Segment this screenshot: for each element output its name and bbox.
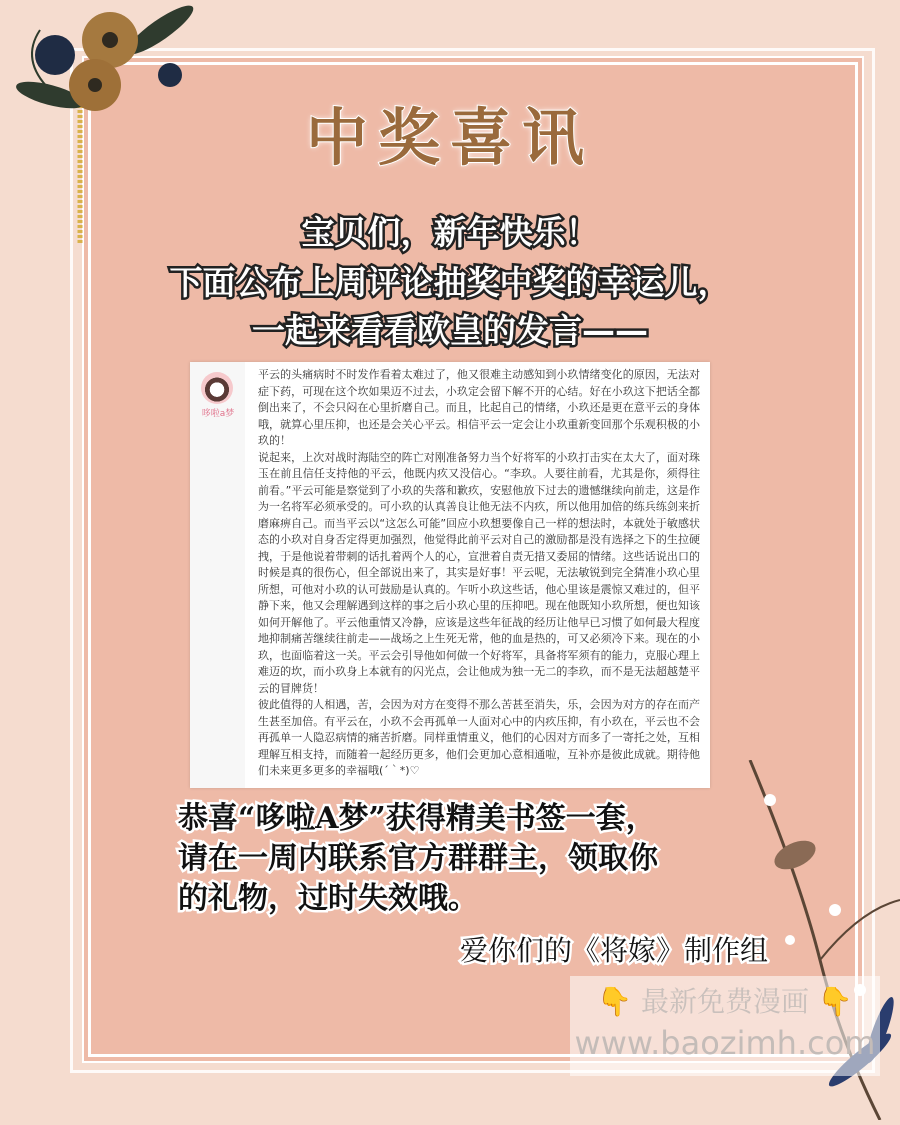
- watermark-line-1: [570, 982, 880, 1022]
- comment-paragraph: 平云的头痛病时不时发作看着太难过了，他又很难主动感知到小玖情绪变化的原因，无法对症下药，可现在这个坎如果迈不过去，小玖定会留下解不开的心结。好在小玖这下把话全都倒出来了，不会只闷在心里折磨自己。而且，比起自己的情绪，小玖还是更在意平云的身体哦，就算心里压抑，也还是会关心平云。相信平云一定会让小玖重新变回那个乐观积极的小玖的！: [258, 368, 700, 447]
- greeting-line-3: 一起来看看欧皇的发言——: [252, 311, 648, 350]
- watermark-url: www.baozimh.com: [574, 1024, 876, 1062]
- avatar: [201, 372, 233, 404]
- comment-screenshot: [190, 362, 710, 788]
- pointing-hand-icon: 👇: [817, 985, 853, 1018]
- pointing-hand-icon: 👇: [597, 985, 633, 1018]
- prize-line-3: 的礼物，过时失效哦。: [178, 881, 478, 916]
- comment-body: [258, 367, 700, 780]
- watermark-text: 最新免费漫画: [640, 985, 809, 1018]
- signature: 爱你们的《将嫁》制作组: [460, 934, 769, 967]
- prize-line-1: 恭喜“哆啦A梦”获得精美书签一套，: [178, 801, 656, 836]
- watermark: [570, 976, 880, 1076]
- comment-username: 哆啦a梦: [201, 409, 235, 419]
- greeting-line-2: 下面公布上周评论抽奖中奖的幸运儿，: [169, 263, 731, 302]
- comment-user-column: [190, 362, 245, 788]
- comment-paragraph: 说起来，上次对战时海陆空的阵亡对刚准备努力当个好将军的小玖打击实在太大了，面对珠玉在前且信任支持他的平云，他既内疚又没信心。“李玖。人要往前看，尤其是你，须得往前看。”平云可能是察觉到了小玖的失落和歉疚，安慰他放下过去的遗憾继续向前走，这是作为一名将军必须承受的。可小玖的认真善良让他无法不内疚，所以他用加倍的练兵练剑来折磨麻痹自己。而当平云以“这怎么可能”回应小玖想要像自己一样的想法时，本就处于敏感状态的小玖对自身否定得更加强烈，他觉得此前平云对自己的激励都是没有选择之下的生拉硬拽，于是他说着带刺的话扎着两个人的心，宣泄着自责无措又委屈的情绪。这些话说出口的时候是真的很伤心，但全部说出来了，其实是好事！平云呢，无法敏锐到完全猜准小玖心里所想，可他对小玖的认可鼓励是认真的。乍听小玖这些话，他心里该是震惊又难过的，但平静下来，他又会理解遇到这样的事之后小玖心里的压抑吧。现在他既知小玖所想，便也知该如何开解他了。平云他重情又冷静，应该是这些年征战的经历让他早已习惯了如何最大程度地抑制痛苦继续往前走——战场之上生死无常，他的血是热的，可又必须冷下来。现在的小玖，也面临着这一关。平云会引导他如何做一个好将军，具备将军须有的能力，克服心理上难迈的坎，而小玖身上本就有的闪光点，会让他成为独一无二的李玖，而不是无法超越楚平云的冒牌货！: [258, 450, 700, 695]
- greeting-line-1: 宝贝们，新年快乐！: [301, 213, 599, 252]
- comment-paragraph: 彼此值得的人相遇，苦，会因为对方在变得不那么苦甚至消失，乐，会因为对方的存在而产生甚至加倍。有平云在，小玖不会再孤单一人面对心中的内疚压抑，有小玖在，平云也不会再孤单一人隐忍病情的痛苦折磨。同样重情重义，他们的心因对方而多了一寄托之处，互相理解互相支持，而随着一起经历更多，他们会更加心意相通啦，互补亦是彼此成就。期待他们未来更多更多的幸福哦(´｀*)♡: [258, 698, 700, 777]
- page-title: 中奖喜讯: [305, 101, 594, 174]
- prize-line-2: 请在一周内联系官方群群主，领取你: [178, 841, 658, 876]
